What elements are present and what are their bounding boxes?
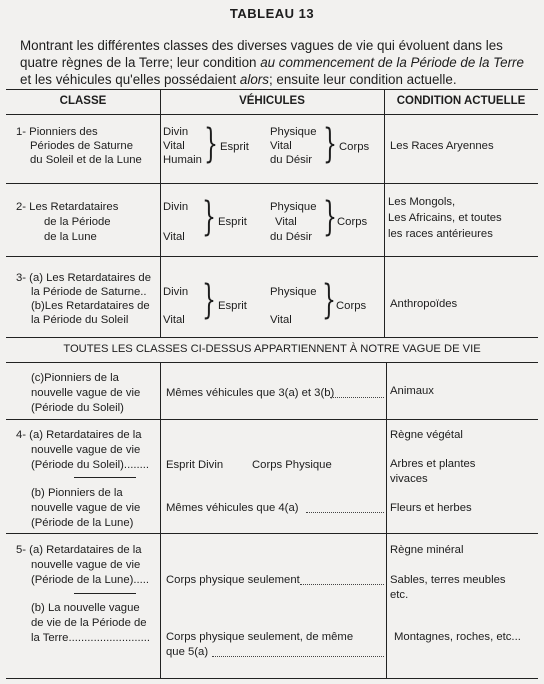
r3-right-1: Physique bbox=[270, 286, 317, 298]
r2-right-1: Physique bbox=[270, 201, 317, 213]
r1-esprit: Esprit bbox=[220, 141, 249, 153]
col-divider-1b bbox=[160, 362, 161, 678]
r1-classe-line1: 1- Pionniers des bbox=[16, 126, 98, 138]
r2-condition-3: les races antérieures bbox=[388, 228, 493, 240]
r3-left-brace-icon: } bbox=[202, 277, 216, 323]
r3-condition: Anthropoïdes bbox=[390, 298, 458, 310]
r2-classe-line3: de la Lune bbox=[44, 231, 97, 243]
r1-left-3: Humain bbox=[163, 154, 202, 166]
r1-right-2: Vital bbox=[270, 140, 292, 152]
r4a-classe-line2: nouvelle vague de vie bbox=[31, 444, 141, 456]
r1-right-1: Physique bbox=[270, 126, 317, 138]
r4a-classe-line3: (Période du Soleil)........ bbox=[31, 459, 150, 471]
r5b-condition: Montagnes, roches, etc... bbox=[394, 631, 521, 643]
r3-left-1: Divin bbox=[163, 286, 189, 298]
r4a-condition-3: vivaces bbox=[390, 473, 428, 485]
r3c-classe-line2: nouvelle vague de vie bbox=[31, 387, 141, 399]
r3-esprit: Esprit bbox=[218, 300, 247, 312]
r2-right-brace-icon: } bbox=[323, 194, 337, 240]
r4b-dotted-leader bbox=[306, 512, 384, 513]
header-vehicules: VÉHICULES bbox=[239, 95, 305, 107]
banner-bottom-border bbox=[6, 362, 538, 363]
r3c-dotted-leader bbox=[330, 397, 384, 398]
r4a-vehicule-2: Corps Physique bbox=[252, 459, 332, 471]
r5b-vehicules-line1: Corps physique seulement, de même bbox=[166, 631, 354, 643]
r2-classe-line1: 2- Les Retardataires bbox=[16, 201, 119, 213]
r4a-condition-1: Règne végétal bbox=[390, 429, 463, 441]
r2-left-2: Vital bbox=[163, 231, 185, 243]
col-divider-2b bbox=[386, 362, 387, 678]
header-classe: CLASSE bbox=[59, 95, 107, 107]
r4b-condition: Fleurs et herbes bbox=[390, 502, 472, 514]
r5b-dotted-leader bbox=[212, 656, 384, 657]
r2-left-1: Divin bbox=[163, 201, 189, 213]
header-bottom-border bbox=[6, 114, 538, 115]
banner-text: TOUTES LES CLASSES CI-DESSUS APPARTIENNENT À NOTRE VAGUE DE VIE bbox=[63, 343, 481, 355]
r1-condition: Les Races Aryennes bbox=[390, 140, 494, 152]
r5a-condition-3: etc. bbox=[390, 589, 409, 601]
r5a-condition-1: Règne minéral bbox=[390, 544, 464, 556]
r4a-condition-2: Arbres et plantes bbox=[390, 458, 476, 470]
r5a-classe-line3: (Période de la Lune)..... bbox=[31, 574, 150, 586]
r3-right-2: Vital bbox=[270, 314, 292, 326]
r2-classe-line2: de la Période bbox=[44, 216, 111, 228]
r1-right-brace-icon: } bbox=[323, 121, 337, 167]
row4-bottom-border bbox=[6, 533, 538, 534]
col-divider-1 bbox=[160, 89, 161, 337]
r1-left-1: Divin bbox=[163, 126, 189, 138]
r3-classe-line2: la Période de Saturne.. bbox=[31, 286, 147, 298]
r5b-vehicules-line2: que 5(a) bbox=[166, 646, 209, 658]
r4b-vehicules: Mêmes véhicules que 4(a) bbox=[166, 502, 299, 514]
r2-corps: Corps bbox=[337, 216, 368, 228]
table-bottom-border bbox=[6, 678, 538, 679]
r2-right-2: Vital bbox=[275, 216, 297, 228]
r3c-classe-line1: (c)Pionniers de la bbox=[31, 372, 119, 384]
r3-corps: Corps bbox=[336, 300, 367, 312]
r5b-classe-line1: (b) La nouvelle vague bbox=[31, 602, 140, 614]
row1-bottom-border bbox=[6, 183, 538, 184]
r2-condition-2: Les Africains, et toutes bbox=[388, 212, 502, 224]
header-condition: CONDITION ACTUELLE bbox=[396, 95, 526, 107]
row2-bottom-border bbox=[6, 256, 538, 257]
r4-separator bbox=[74, 477, 136, 478]
intro-paragraph: Montrant les différentes classes des diverses vagues de vie qui évoluent dans les quatre règnes de la Terre; leur condition au commencement de la Période de la Terre et les véhicules qu'elles possédaient alors; ensuite leur condition actuelle. bbox=[20, 38, 524, 87]
r3c-vehicules: Mêmes véhicules que 3(a) et 3(b) bbox=[166, 387, 335, 399]
r1-corps: Corps bbox=[339, 141, 370, 153]
r4a-classe-line1: 4- (a) Retardataires de la bbox=[16, 429, 142, 441]
r3c-condition: Animaux bbox=[390, 385, 434, 397]
r4a-vehicule-1: Esprit Divin bbox=[166, 459, 224, 471]
r5a-condition-2: Sables, terres meubles bbox=[390, 574, 506, 586]
r3-classe-line1: 3- (a) Les Retardataires de bbox=[16, 272, 152, 284]
col-divider-2 bbox=[384, 89, 385, 337]
r5b-classe-line2: de vie de la Période de bbox=[31, 617, 147, 629]
r1-classe-line3: du Soleil et de la Lune bbox=[30, 154, 142, 166]
r4b-classe-line2: nouvelle vague de vie bbox=[31, 502, 141, 514]
r1-classe-line2: Périodes de Saturne bbox=[30, 140, 133, 152]
r5b-classe-line3: la Terre.......................... bbox=[31, 632, 151, 644]
r1-left-2: Vital bbox=[163, 140, 185, 152]
r4b-classe-line3: (Période de la Lune) bbox=[31, 517, 134, 529]
r3-classe-line4: la Période du Soleil bbox=[31, 314, 129, 326]
row3c-bottom-border bbox=[6, 419, 538, 420]
r4b-classe-line1: (b) Pionniers de la bbox=[31, 487, 123, 499]
r5-separator bbox=[74, 593, 136, 594]
r3c-classe-line3: (Période du Soleil) bbox=[31, 402, 124, 414]
r1-left-brace-icon: } bbox=[204, 121, 218, 167]
r2-condition-1: Les Mongols, bbox=[388, 196, 456, 208]
r1-right-3: du Désir bbox=[270, 154, 313, 166]
r2-esprit: Esprit bbox=[218, 216, 247, 228]
table-top-border bbox=[6, 89, 538, 90]
page-title: TABLEAU 13 bbox=[229, 6, 315, 21]
r5a-classe-line2: nouvelle vague de vie bbox=[31, 559, 141, 571]
r2-right-3: du Désir bbox=[270, 231, 313, 243]
r3-classe-line3: (b)Les Retardataires de bbox=[31, 300, 150, 312]
r3-right-brace-icon: } bbox=[322, 277, 336, 323]
r5a-vehicules: Corps physique seulement bbox=[166, 574, 300, 586]
r3-left-2: Vital bbox=[163, 314, 185, 326]
r2-left-brace-icon: } bbox=[202, 194, 216, 240]
r5a-dotted-leader bbox=[300, 584, 384, 585]
r5a-classe-line1: 5- (a) Retardataires de la bbox=[16, 544, 142, 556]
banner-top-border bbox=[6, 337, 538, 338]
